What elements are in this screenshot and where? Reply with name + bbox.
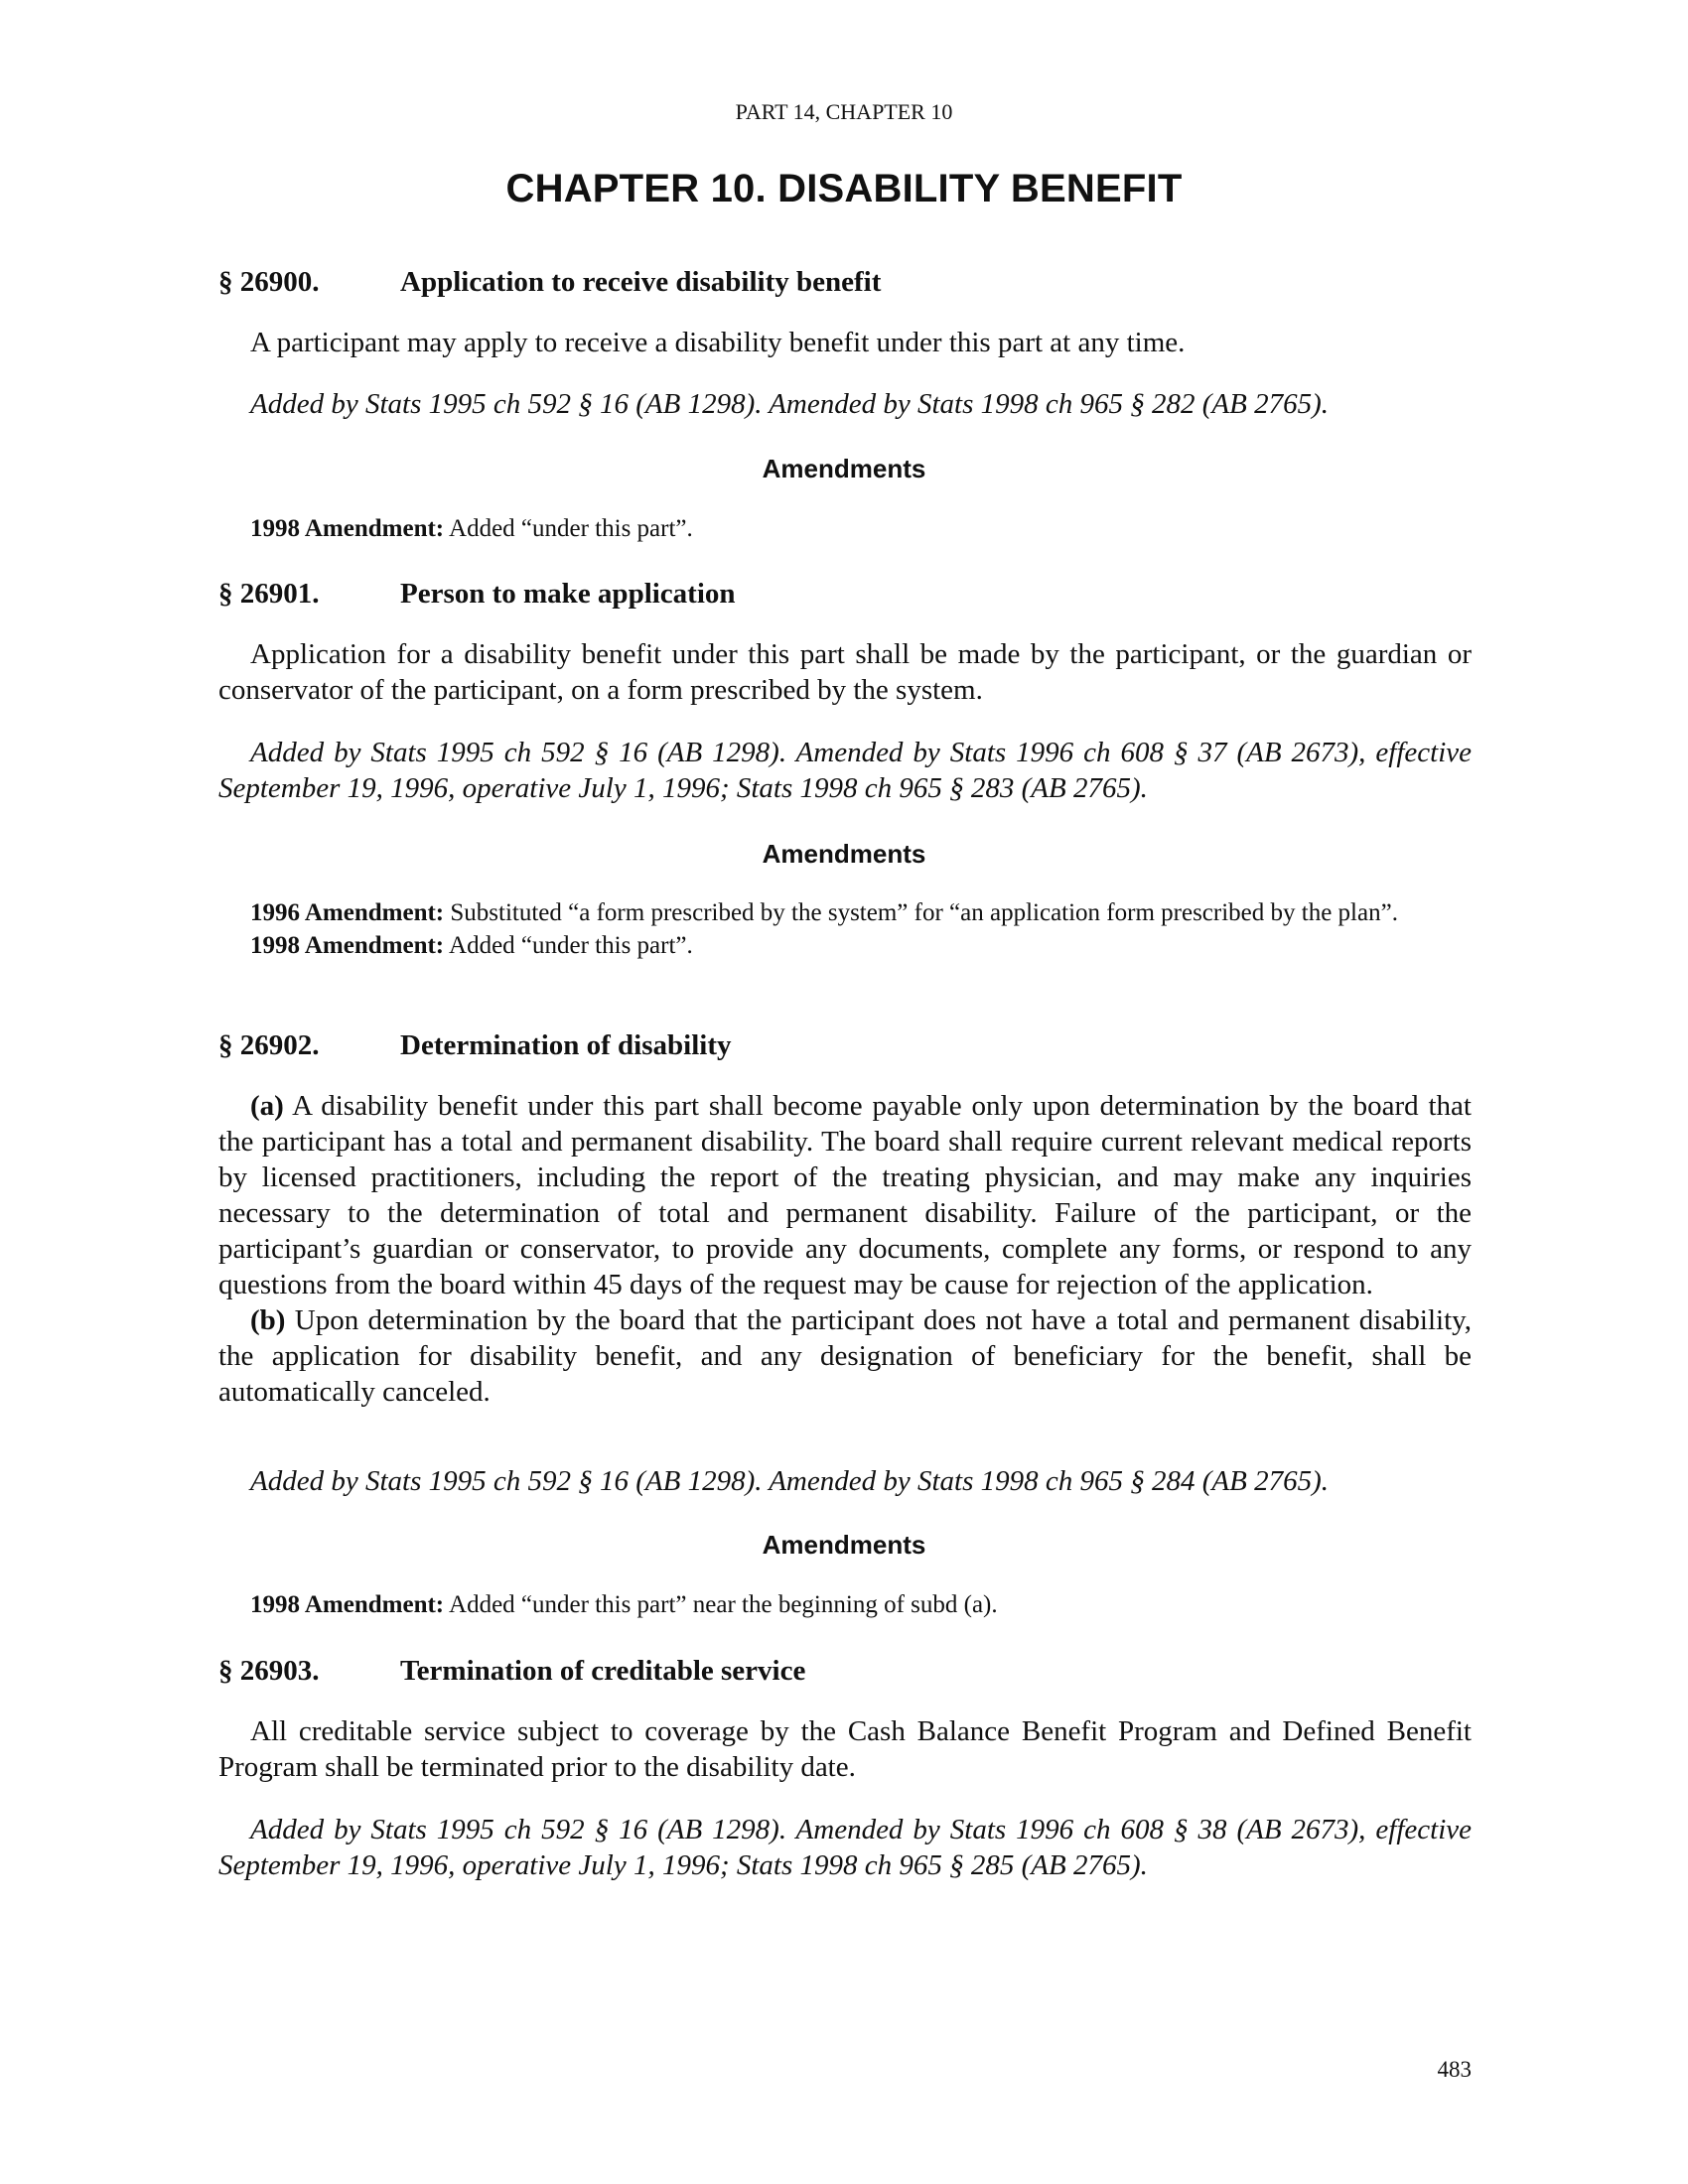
section-history-26903: Added by Stats 1995 ch 592 § 16 (AB 1298). Amended by Stats 1996 ch 608 § 38 (AB 2673), effective September 19, 1996, operative July 1, 1996; Stats 1998 ch 965 § 285 (AB 2765).: [218, 1814, 1472, 1881]
amendment-text: Added “under this part”.: [449, 932, 693, 959]
amendment-label: 1996 Amendment:: [250, 899, 445, 926]
amendment-label: 1998 Amendment:: [250, 1591, 445, 1618]
chapter-title: CHAPTER 10. DISABILITY BENEFIT: [505, 167, 1183, 210]
amendments-heading-26901: Amendments: [762, 839, 926, 869]
amendment-note: [218, 896, 1472, 929]
amendment-label: 1998 Amendment:: [250, 515, 445, 542]
section-title: Application to receive disability benefit: [400, 266, 882, 298]
amendment-notes-26901: [218, 896, 1472, 962]
amendment-text: Substituted “a form prescribed by the system” for “an application form prescribed by the plan”.: [450, 899, 1398, 926]
amendment-text: Added “under this part” near the beginning of subd (a).: [449, 1591, 998, 1618]
amendment-notes-26902: [218, 1588, 1472, 1621]
amendment-text: Added “under this part”.: [449, 515, 693, 542]
amendment-notes-26900: [218, 512, 1472, 545]
section-number: § 26903.: [218, 1655, 320, 1687]
amendments-heading-26900: Amendments: [762, 454, 926, 483]
section-heading-26903: [218, 1655, 805, 1688]
subdivision-a: [218, 1088, 1472, 1302]
section-title: Person to make application: [400, 578, 736, 610]
section-history-26900: Added by Stats 1995 ch 592 § 16 (AB 1298). Amended by Stats 1998 ch 965 § 282 (AB 2765).: [250, 388, 1329, 420]
amendment-note: [218, 1588, 1472, 1621]
section-history-26902: Added by Stats 1995 ch 592 § 16 (AB 1298). Amended by Stats 1998 ch 965 § 284 (AB 2765).: [250, 1465, 1329, 1497]
section-heading-26900: [218, 266, 881, 299]
section-number: § 26900.: [218, 266, 320, 298]
section-text-26902: [218, 1088, 1472, 1410]
amendment-label: 1998 Amendment:: [250, 932, 445, 959]
amendments-heading-26902: Amendments: [762, 1530, 926, 1560]
section-history-26901: Added by Stats 1995 ch 592 § 16 (AB 1298). Amended by Stats 1996 ch 608 § 37 (AB 2673), effective September 19, 1996, operative July 1, 1996; Stats 1998 ch 965 § 283 (AB 2765).: [218, 737, 1472, 804]
subdivision-b: [218, 1302, 1472, 1410]
page-number: 483: [1437, 2057, 1472, 2082]
running-head: PART 14, CHAPTER 10: [735, 99, 953, 124]
amendment-note: [218, 512, 1472, 545]
section-text-26900: A participant may apply to receive a disability benefit under this part at any time.: [250, 327, 1186, 358]
amendment-note: [218, 929, 1472, 962]
subdivision-text: Upon determination by the board that the participant does not have a total and permanent disability, the application for disability benefit, and any designation of beneficiary for the benefit, shall be automatically canceled.: [218, 1304, 1473, 1408]
section-text-26903: All creditable service subject to coverage by the Cash Balance Benefit Program and Defined Benefit Program shall be terminated prior to the disability date.: [218, 1715, 1472, 1783]
subdivision-label: (b): [250, 1304, 286, 1336]
section-number: § 26902.: [218, 1029, 320, 1061]
subdivision-text: A disability benefit under this part shall become payable only upon determination by the board that the participant has a total and permanent disability. The board shall require current relevant medical reports by licensed practitioners, including the report of the treating physician, and may make any inquiries necessary to the determination of total and permanent disability. Failure of the participant, or the participant’s guardian or conservator, to provide any documents, complete any forms, or respond to any questions from the board within 45 days of the request may be cause for rejection of the application.: [218, 1090, 1472, 1300]
section-title: Termination of creditable service: [400, 1655, 806, 1687]
section-title: Determination of disability: [400, 1029, 732, 1061]
subdivision-label: (a): [250, 1090, 284, 1122]
section-heading-26901: [218, 578, 736, 611]
section-text-26901: Application for a disability benefit under this part shall be made by the participant, or the guardian or conservator of the participant, on a form prescribed by the system.: [218, 638, 1472, 706]
section-heading-26902: [218, 1029, 732, 1062]
section-number: § 26901.: [218, 578, 320, 610]
